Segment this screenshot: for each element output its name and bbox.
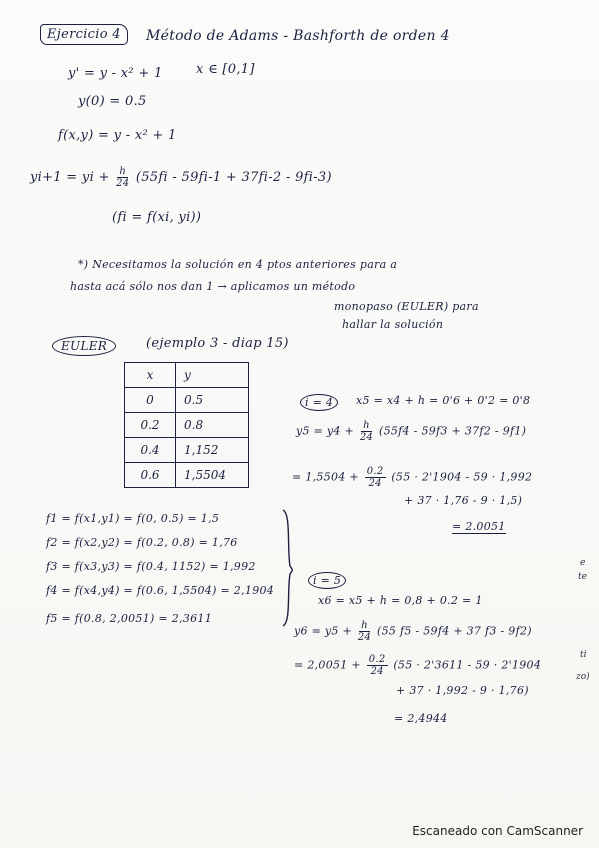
f4-value: f4 = f(x4,y4) = f(0.6, 1,5504) = 2,1904 <box>46 584 275 597</box>
f5-value: f5 = f(0.8, 2,0051) = 2,3611 <box>46 612 213 625</box>
brace-mark <box>281 508 295 628</box>
step4-calc-frac-num: 0.2 <box>366 466 384 477</box>
euler-reference: (ejemplo 3 - diap 15) <box>146 336 289 351</box>
cell-y: 0.8 <box>176 413 249 438</box>
f2-value: f2 = f(x2,y2) = f(0.2, 0.8) = 1,76 <box>46 536 238 549</box>
step4-x5: x5 = x4 + h = 0'6 + 0'2 = 0'8 <box>356 394 531 407</box>
edge-mark: ti <box>580 650 587 660</box>
ab4-frac-den: 24 <box>116 178 130 189</box>
f3-value: f3 = f(x3,y3) = f(0.4, 1152) = 1,992 <box>46 560 256 573</box>
step4-calc-lhs: = 1,5504 + <box>292 470 359 484</box>
table-header-row <box>125 363 249 388</box>
cell-y: 1,152 <box>176 438 249 463</box>
step5-x6: x6 = x5 + h = 0,8 + 0.2 = 1 <box>318 594 483 607</box>
ab4-frac-num: h <box>119 166 127 177</box>
step5-calc-frac-den: 24 <box>370 666 384 677</box>
step5-y6-lhs: y6 = y5 + <box>294 624 353 638</box>
cell-x: 0.4 <box>125 438 176 463</box>
step4-calculation <box>292 466 532 489</box>
step4-calc-fraction <box>365 466 386 489</box>
euler-table <box>124 362 249 488</box>
step4-calc-rhs-1: (55 · 2'1904 - 59 · 1,992 <box>391 470 533 484</box>
scanner-watermark: Escaneado con CamScanner <box>412 824 583 838</box>
table-row <box>125 413 249 438</box>
page-title: Método de Adams - Bashforth de orden 4 <box>146 28 450 44</box>
note-line-4: hallar la solución <box>342 318 444 331</box>
step5-calc-frac-num: 0.2 <box>368 654 386 665</box>
note-line-1: *) Necesitamos la solución en 4 ptos anteriores para a <box>78 258 398 271</box>
ab4-formula <box>30 166 332 189</box>
cell-x: 0 <box>125 388 176 413</box>
edge-mark: te <box>578 572 587 582</box>
step5-calc-fraction <box>367 654 388 677</box>
step5-calc-rhs-2: + 37 · 1,992 - 9 · 1,76) <box>396 684 529 697</box>
step5-calc-lhs: = 2,0051 + <box>294 658 361 672</box>
step5-y6-frac-den: 24 <box>357 632 372 643</box>
step5-y6-frac-num: h <box>361 620 368 631</box>
ab4-fraction <box>116 166 129 189</box>
table-row <box>125 463 249 488</box>
table-row <box>125 438 249 463</box>
cell-y: 1,5504 <box>176 463 249 488</box>
euler-label: EULER <box>52 336 116 356</box>
step4-label: i = 4 <box>300 394 338 411</box>
step5-calc-rhs-1: (55 · 2'3611 - 59 · 2'1904 <box>393 658 542 672</box>
column-header-x: x <box>125 363 176 388</box>
step4-y5-lhs: y5 = y4 + <box>296 424 355 438</box>
step4-y5-rhs: (55f4 - 59f3 + 37f2 - 9f1) <box>378 424 527 438</box>
f-definition: f(x,y) = y - x² + 1 <box>58 128 177 143</box>
exercise-label: Ejercicio 4 <box>40 24 128 45</box>
cell-x: 0.2 <box>125 413 176 438</box>
step4-calc-rhs-2: + 37 · 1,76 - 9 · 1,5) <box>404 494 523 507</box>
step5-y6-fraction <box>358 620 371 643</box>
column-header-y: y <box>176 363 249 388</box>
ode-equation: y' = y - x² + 1 <box>68 66 163 81</box>
step4-y5-fraction <box>360 420 373 443</box>
step4-y5-frac-num: h <box>363 420 370 431</box>
initial-condition: y(0) = 0.5 <box>78 94 147 109</box>
cell-x: 0.6 <box>125 463 176 488</box>
edge-mark: zo) <box>576 672 590 682</box>
f1-value: f1 = f(x1,y1) = f(0, 0.5) = 1,5 <box>46 512 220 525</box>
interval: x ∈ [0,1] <box>196 62 255 77</box>
step4-y5-frac-den: 24 <box>359 432 374 443</box>
step4-y5-formula <box>296 420 526 443</box>
note-line-3: monopaso (EULER) para <box>334 300 479 313</box>
step5-y6-formula <box>294 620 532 643</box>
step5-result: = 2,4944 <box>394 712 448 725</box>
step5-label: i = 5 <box>308 572 346 589</box>
step4-calc-frac-den: 24 <box>368 478 382 489</box>
note-line-2: hasta acá sólo nos dan 1 → aplicamos un método <box>70 280 356 293</box>
cell-y: 0.5 <box>176 388 249 413</box>
ab4-rhs: (55fi - 59fi-1 + 37fi-2 - 9fi-3) <box>135 170 332 185</box>
step4-result: = 2.0051 <box>452 520 506 533</box>
ab4-lhs: yi+1 = yi + <box>30 170 110 185</box>
step5-calculation <box>294 654 541 677</box>
edge-mark: e <box>580 558 586 568</box>
step5-y6-rhs: (55 f5 - 59f4 + 37 f3 - 9f2) <box>376 624 532 638</box>
table-row <box>125 388 249 413</box>
fi-definition: (fi = f(xi, yi)) <box>112 210 202 225</box>
